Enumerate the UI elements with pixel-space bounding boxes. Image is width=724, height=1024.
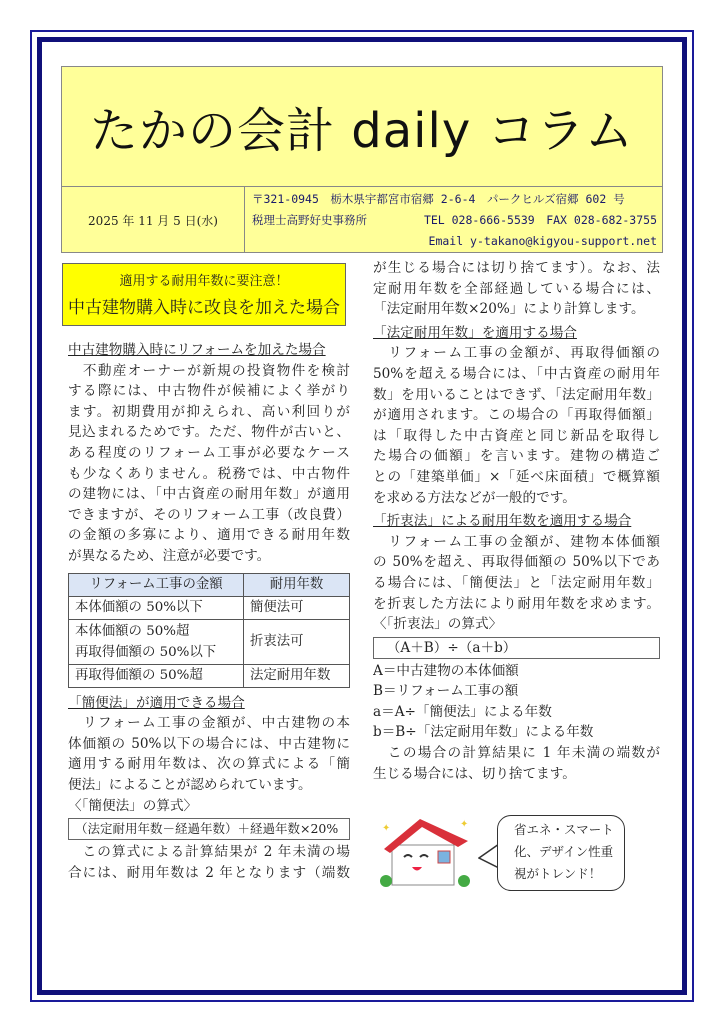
right-column — [373, 258, 660, 784]
section-heading: 中古建物購入時にリフォームを加えた場合 — [68, 342, 326, 358]
bubble-line: 視がトレンド！ — [514, 866, 602, 881]
formula-label: 〈「折衷法」の算式〉 — [373, 616, 503, 633]
text-line: リフォーム工事の金額が、再取得価額の — [373, 345, 660, 362]
text-line: 便法」によることが認められています。 — [68, 776, 312, 793]
text-line: た場合の価額」を言います。建物の構造ご — [373, 448, 660, 465]
section-heading: 「法定耐用年数」を適用する場合 — [373, 324, 577, 341]
table-row — [69, 619, 350, 664]
issue-date: 2025 年 11 月 5 日(水) — [62, 187, 245, 253]
table-row — [69, 596, 350, 619]
table-cell: 本体価額の 50%以下 — [69, 596, 244, 619]
newsletter-title: たかの会計 daily コラム — [62, 67, 662, 187]
formula-box: （法定耐用年数－経過年数）＋経過年数×20% — [68, 818, 350, 840]
office-info — [252, 189, 657, 252]
table-cell: 簡便法可 — [244, 596, 350, 619]
paragraph — [373, 258, 660, 320]
text-line: を折衷した方法により耐用年数を求めます。 — [373, 595, 660, 612]
paragraph — [68, 713, 350, 795]
bubble-line: 化、デザイン性重 — [514, 844, 614, 859]
text-line: 体価額の 50%以下の場合には、中古建物に — [68, 735, 350, 752]
formula-box: （A＋B）÷（a＋b） — [373, 637, 660, 659]
useful-life-table — [68, 573, 350, 688]
text-line: は「取得した中古資産と同じ新品を取得し — [373, 427, 660, 444]
svg-text:✦: ✦ — [382, 823, 391, 834]
text-line: の 50%を超え、再取得価額の 50%以下であ — [373, 554, 660, 571]
table-cell: 法定耐用年数 — [244, 664, 350, 687]
paragraph — [373, 343, 660, 508]
table-header: 耐用年数 — [244, 573, 350, 596]
text-line: ある程度のリフォーム工事が必要なケース — [68, 444, 350, 461]
text-line: 見込まれるためです。ただ、物件が古いと、 — [68, 424, 350, 441]
callout-subtitle: 適用する耐用年数に要注意！ — [119, 274, 289, 289]
text-line: リフォーム工事の金額が、中古建物の本 — [68, 715, 350, 732]
speech-bubble — [497, 815, 625, 891]
paragraph — [373, 743, 660, 784]
text-line: リフォーム工事の金額が、建物本体価額 — [373, 533, 660, 550]
text-line: 適用する耐用年数は、次の算式による「簡 — [68, 756, 350, 773]
paragraph — [68, 842, 350, 883]
paragraph — [373, 661, 660, 743]
table-cell: 再取得価額の 50%超 — [69, 664, 244, 687]
text-line: できますが、そのリフォーム工事（改良費） — [68, 506, 350, 523]
newsletter-header — [61, 66, 663, 253]
text-line: が適用されます。この場合の「再取得価額」 — [373, 407, 660, 424]
section-heading: 「簡便法」が適用できる場合 — [68, 694, 245, 711]
text-line: 合には、耐用年数は 2 年となります（端数 — [68, 864, 350, 881]
text-line: ます。初期費用が抑えられ、高い利回りが — [68, 403, 350, 420]
text-line: B＝リフォーム工事の額 — [373, 683, 519, 700]
office-phones: TEL 028-666-5539 FAX 028-682-3755 — [423, 213, 657, 227]
text-line: 50%を超える場合には、「中古資産の耐用年 — [373, 365, 660, 382]
headline-callout — [62, 263, 346, 326]
text-line: る場合には、「簡便法」と「法定耐用年数」 — [373, 574, 660, 591]
office-email[interactable]: Email y-takano@kigyou-support.net — [428, 234, 657, 248]
text-line: この場合の計算結果に 1 年未満の端数が — [373, 745, 660, 762]
table-cell: 折衷法可 — [244, 619, 350, 664]
callout-title: 中古建物購入時に改良を加えた場合 — [68, 298, 340, 318]
table-header: リフォーム工事の金額 — [69, 573, 244, 596]
text-line: 数」を用いることはできず、「法定耐用年数」 — [373, 386, 660, 403]
table-row — [69, 664, 350, 687]
formula-label: 〈「簡便法」の算式〉 — [68, 797, 198, 814]
text-line: a＝A÷「簡便法」による年数 — [373, 703, 552, 720]
paragraph — [68, 361, 350, 567]
text-line: が生じる場合には切り捨てます）。なお、法 — [373, 260, 660, 276]
section-heading: 「折衷法」による耐用年数を適用する場合 — [373, 513, 632, 530]
text-line: も少なくありません。税務では、中古物件 — [68, 465, 350, 482]
text-line: との「建築単価」×「延べ床面積」で概算額 — [373, 468, 660, 485]
bubble-line: 省エネ・スマート — [514, 822, 614, 837]
office-address: 〒321-0945 栃木県宇都宮市宿郷 2-6-4 パークヒルズ宿郷 602 号 — [252, 192, 625, 206]
left-column — [68, 340, 350, 883]
text-line: が異なるため、注意が必要です。 — [68, 547, 271, 564]
office-name: 税理士高野好史事務所 — [252, 213, 367, 227]
text-line: の金額の多寡により、適用できる耐用年数 — [68, 527, 350, 544]
svg-text:✦: ✦ — [460, 819, 469, 830]
text-line: A＝中古建物の本体価額 — [373, 662, 519, 679]
paragraph — [373, 532, 660, 614]
table-cell: 本体価額の 50%超 再取得価額の 50%以下 — [69, 619, 244, 664]
text-line: の建物には、「中古資産の耐用年数」が適用 — [68, 486, 350, 503]
text-line: 生じる場合には、切り捨てます。 — [373, 765, 576, 782]
text-line: b＝B÷「法定耐用年数」による年数 — [373, 724, 594, 741]
text-line: 定耐用年数を全部経過している場合には、 — [373, 280, 660, 297]
text-line: 「法定耐用年数×20%」により計算します。 — [373, 301, 645, 318]
text-line: する際には、中古物件が候補によく挙がり — [68, 383, 350, 400]
text-line: を求める方法などが一般的です。 — [373, 489, 576, 506]
text-line: 不動産オーナーが新規の投資物件を検討 — [68, 362, 350, 379]
text-line: この算式による計算結果が 2 年未満の場 — [68, 844, 350, 861]
house-illustration — [380, 815, 472, 887]
